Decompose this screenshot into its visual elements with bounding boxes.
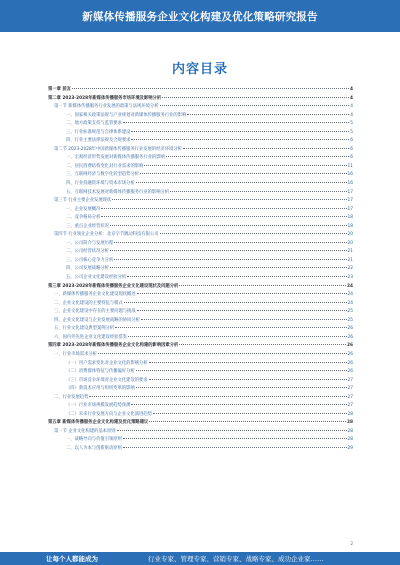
toc-entry-label: 二、公司经营状况分析 [66, 249, 109, 255]
toc-entry-label: 第四章 2023-2028年新媒体传播服务企业文化构建的影响因素分析 [48, 343, 179, 349]
footer-tagline: 行业专家、管理专家、营销专家、战略专家、成功企业家…… [148, 554, 324, 563]
toc-entry-page: 27 [347, 377, 353, 383]
toc-entry-page: 18 [347, 215, 353, 221]
toc-entry-label: 五、互联网技术发展对新媒体传播服务行业的影响分析 [66, 189, 170, 195]
toc-entry-page: 24 [347, 292, 353, 298]
toc-leader-dots [160, 233, 347, 234]
toc-entry-label: 二、行业发展趋势 [54, 394, 89, 400]
toc-entry-page: 4 [350, 87, 353, 92]
toc-entry[interactable] [48, 436, 353, 445]
toc-entry-page: 16 [347, 172, 353, 178]
toc-entry[interactable] [48, 112, 353, 121]
toc-leader-dots [114, 242, 346, 243]
toc-entry-label: 二、以人为本与创新驱动原则 [66, 445, 122, 451]
toc-entry-page: 20 [347, 232, 353, 238]
toc-entry-page: 22 [347, 266, 353, 272]
toc-leader-dots [114, 259, 346, 260]
toc-heading: 内容目录 [171, 62, 228, 77]
toc-entry-page: 28 [347, 428, 353, 434]
toc-entry[interactable] [48, 377, 353, 386]
toc-entry-page: 4 [350, 95, 353, 101]
toc-entry[interactable] [48, 257, 353, 266]
toc-entry-page: 26 [347, 360, 353, 366]
toc-entry-page: 26 [347, 369, 353, 375]
toc-entry-label: 二、居民消费结构变化对行业需求的影响 [66, 163, 144, 169]
toc-entry[interactable] [48, 428, 353, 437]
toc-leader-dots [89, 396, 346, 397]
toc-entry-page: 5 [350, 121, 353, 127]
toc-entry[interactable] [48, 402, 353, 411]
toc-entry-label: 第一节 新媒体传播服务行业发展的政策与法规环境分析 [54, 104, 159, 110]
toc-entry-page: 28 [347, 411, 353, 417]
toc-leader-dots [115, 327, 346, 328]
toc-entry-label: （二）未来行业发展方向与企业文化演进趋势 [66, 411, 152, 417]
header-bar [0, 0, 400, 32]
toc-entry-label: （一）用户需求变化对企业文化的影响分析 [66, 360, 148, 366]
toc-leader-dots [141, 319, 347, 320]
footer-slogan: 让每个人都能成为 [46, 554, 98, 563]
page-number: 2 [350, 541, 353, 546]
toc-entry-page: 4 [350, 104, 353, 110]
toc-entry-label: 二、地方政策支持与监管要求 [66, 121, 122, 127]
toc-leader-dots [162, 97, 349, 98]
toc-leader-dots [131, 139, 349, 140]
toc-entry[interactable] [48, 385, 353, 394]
toc-leader-dots [140, 173, 346, 174]
toc-entry-label: 第二章 2023-2028年新媒体传播服务市场环境及影响分析 [48, 95, 162, 101]
toc-leader-dots [110, 267, 347, 268]
toc-entry[interactable] [48, 334, 353, 343]
toc-entry-label: 一、企业发展概况 [66, 206, 101, 212]
toc-entry-label: 三、重点企业经营状况 [66, 223, 109, 229]
toc-entry[interactable] [48, 189, 353, 198]
toc-entry[interactable] [48, 419, 353, 428]
toc-entry-label: 三、公司核心竞争力分析 [66, 257, 114, 263]
toc-leader-dots [101, 216, 346, 217]
toc-entry-label: 三、行业标准规范与自律体系建设 [66, 129, 131, 135]
toc-entry-page: 25 [347, 317, 353, 323]
toc-entry[interactable] [48, 368, 353, 377]
toc-entry[interactable] [48, 360, 353, 369]
toc-entry[interactable] [48, 103, 353, 112]
toc-entry-label: 四、公司发展战略分析 [66, 266, 109, 272]
toc-entry[interactable] [48, 137, 353, 146]
toc-entry[interactable] [48, 120, 353, 129]
toc-entry-label: 第二节 2023-2028年中国新媒体传播服务行业发展的经济环境分析 [54, 146, 182, 152]
toc-entry-page: 20 [347, 240, 353, 246]
toc-entry-label: 一、国家相关政策法规与产业规划对新媒体传播服务行业的影响 [66, 112, 187, 118]
toc-leader-dots [149, 421, 346, 422]
toc-entry-label: 五、行业文化建设典型案例分析 [54, 326, 115, 332]
toc-entry-label: 一、公司简介与发展历程 [66, 240, 114, 246]
toc-entry[interactable] [48, 214, 353, 223]
toc-entry-page: 6 [350, 138, 353, 144]
toc-entry-page: 28 [347, 437, 353, 443]
toc-entry[interactable] [48, 171, 353, 180]
toc-leader-dots [149, 379, 347, 380]
toc-entry-label: 第一章 前言 [48, 87, 71, 92]
toc-entry-page: 17 [347, 198, 353, 204]
toc-leader-dots [127, 276, 346, 277]
toc-entry[interactable] [48, 411, 353, 420]
toc-entry-page: 4 [350, 112, 353, 118]
toc-leader-dots [179, 344, 346, 345]
toc-entry-page: 26 [347, 334, 353, 340]
footer-bar [0, 552, 400, 565]
toc-entry-label: 一、新媒体传播服务企业文化建设现状概述 [54, 292, 136, 298]
toc-entry-label: （四）新技术应用与组织变革的影响 [66, 386, 135, 392]
toc-entry-page: 21 [347, 249, 353, 255]
toc-entry[interactable] [48, 240, 353, 249]
toc-entry[interactable] [48, 308, 353, 317]
toc-entry-label: 第五章 新媒体传播服务企业文化构建及优化策略建议 [48, 420, 149, 426]
toc-leader-dots [123, 447, 347, 448]
toc-leader-dots [136, 182, 347, 183]
toc-entry-label: 第四节 行业领先企业分析：北京字节跳动科技有限公司 [54, 232, 159, 238]
toc-leader-dots [179, 285, 346, 286]
toc-entry-page: 27 [347, 386, 353, 392]
toc-entry[interactable] [48, 283, 353, 292]
toc-leader-dots [136, 370, 347, 371]
toc-entry[interactable] [48, 95, 353, 104]
toc-entry[interactable] [48, 197, 353, 206]
toc-leader-dots [136, 387, 347, 388]
report-title: 新媒体传播服务企业文化构建及优化策略研究报告 [82, 11, 318, 23]
toc-entry-label: （一）行业市场规模发展趋势预测 [66, 403, 131, 409]
toc-entry[interactable] [48, 206, 353, 215]
toc-entry-page: 21 [347, 257, 353, 263]
toc-leader-dots [183, 148, 349, 149]
toc-entry[interactable] [48, 300, 353, 309]
toc-leader-dots [160, 105, 350, 106]
toc-leader-dots [149, 362, 347, 363]
toc-entry-label: 第一节 企业文化构建的基本原则 [54, 428, 116, 434]
toc-entry-label: 六、国内外先进企业文化建设经验借鉴 [54, 334, 128, 340]
toc-leader-dots [131, 131, 349, 132]
toc-leader-dots [170, 191, 346, 192]
toc-entry-page: 24 [347, 300, 353, 306]
toc-entry[interactable] [48, 445, 353, 454]
toc-entry-page: 26 [347, 326, 353, 332]
toc-entry-page: 27 [347, 403, 353, 409]
toc-entry[interactable] [48, 154, 353, 163]
toc-leader-dots [153, 413, 347, 414]
toc-leader-dots [137, 310, 347, 311]
toc-leader-dots [98, 353, 347, 354]
toc-entry-label: 一、行业市场需求分析 [54, 351, 97, 357]
toc-leader-dots [144, 165, 346, 166]
toc-leader-dots [72, 88, 349, 89]
toc-entry-page: 24 [347, 283, 353, 289]
toc-entry-label: 一、宏观经济形势发展对新媒体传播服务行业的影响 [66, 155, 165, 161]
toc-entry-label: 三、企业文化建设中存在的主要问题与挑战 [54, 309, 136, 315]
toc-leader-dots [131, 404, 346, 405]
toc-leader-dots [137, 293, 347, 294]
toc-entry-page: 29 [347, 445, 353, 451]
toc-leader-dots [110, 225, 347, 226]
toc-entry-page: 17 [347, 206, 353, 212]
toc-entry[interactable] [48, 325, 353, 334]
toc-entry-label: 四、行业投融资环境与资本市场分析 [66, 181, 135, 187]
toc-entry-page: 5 [350, 129, 353, 135]
toc-entry-page: 17 [347, 189, 353, 195]
toc-leader-dots [110, 250, 347, 251]
toc-entry-page: 11 [347, 163, 353, 169]
toc-entry[interactable] [48, 394, 353, 403]
toc-entry-label: （二）消费群体特征与传播偏好分析 [66, 369, 135, 375]
toc-entry[interactable] [48, 317, 353, 326]
toc-entry[interactable] [48, 146, 353, 155]
toc-entry[interactable] [48, 274, 353, 283]
toc-entry[interactable] [48, 342, 353, 351]
toc-entry-page: 27 [347, 394, 353, 400]
toc-entry[interactable] [48, 223, 353, 232]
toc-leader-dots [128, 336, 346, 337]
toc-entry-page: 25 [347, 309, 353, 315]
toc-entry-page: 23 [347, 275, 353, 281]
toc-entry-label: 四、行业主要法律法规及合规要求 [66, 138, 131, 144]
toc-entry-page: 28 [347, 420, 353, 426]
toc-entry-label: 五、公司企业文化建设经验分析 [66, 275, 127, 281]
toc-leader-dots [187, 114, 349, 115]
toc-entry-label: 二、竞争格局分析 [66, 215, 101, 221]
toc-entry-label: （三）市场竞争环境对企业文化建设的要求 [66, 377, 148, 383]
toc-entry[interactable] [48, 265, 353, 274]
toc-entry[interactable] [48, 248, 353, 257]
toc-entry-label: 二、企业文化建设的主要特征与模式 [54, 300, 123, 306]
toc-entry-page: 6 [350, 146, 353, 152]
toc-leader-dots [123, 438, 347, 439]
toc-entry-page: 26 [347, 351, 353, 357]
toc-entry-label: 一、战略导向与价值引领原则 [66, 437, 122, 443]
toc-entry-label: 四、企业文化建设与企业发展战略的协同分析 [54, 317, 140, 323]
table-of-contents [48, 86, 353, 454]
toc-entry-label: 第三章 2023-2028年新媒体传播服务企业文化建设现状及问题分析 [48, 283, 179, 289]
toc-leader-dots [123, 122, 349, 123]
toc-entry[interactable] [48, 163, 353, 172]
toc-entry[interactable] [48, 86, 353, 95]
toc-leader-dots [117, 430, 347, 431]
toc-entry-page: 6 [350, 155, 353, 161]
toc-leader-dots [112, 199, 346, 200]
toc-entry-page: 16 [347, 181, 353, 187]
toc-leader-dots [101, 208, 346, 209]
toc-entry[interactable] [48, 180, 353, 189]
toc-leader-dots [124, 302, 347, 303]
toc-entry[interactable] [48, 129, 353, 138]
toc-entry-page: 18 [347, 223, 353, 229]
toc-entry-label: 第三节 行业主要企业发展现状 [54, 198, 112, 204]
toc-entry[interactable] [48, 291, 353, 300]
toc-leader-dots [166, 156, 349, 157]
toc-entry[interactable] [48, 351, 353, 360]
toc-entry-label: 三、互联网经济与数字化转型趋势分析 [66, 172, 140, 178]
toc-entry-page: 26 [347, 343, 353, 349]
toc-entry[interactable] [48, 231, 353, 240]
